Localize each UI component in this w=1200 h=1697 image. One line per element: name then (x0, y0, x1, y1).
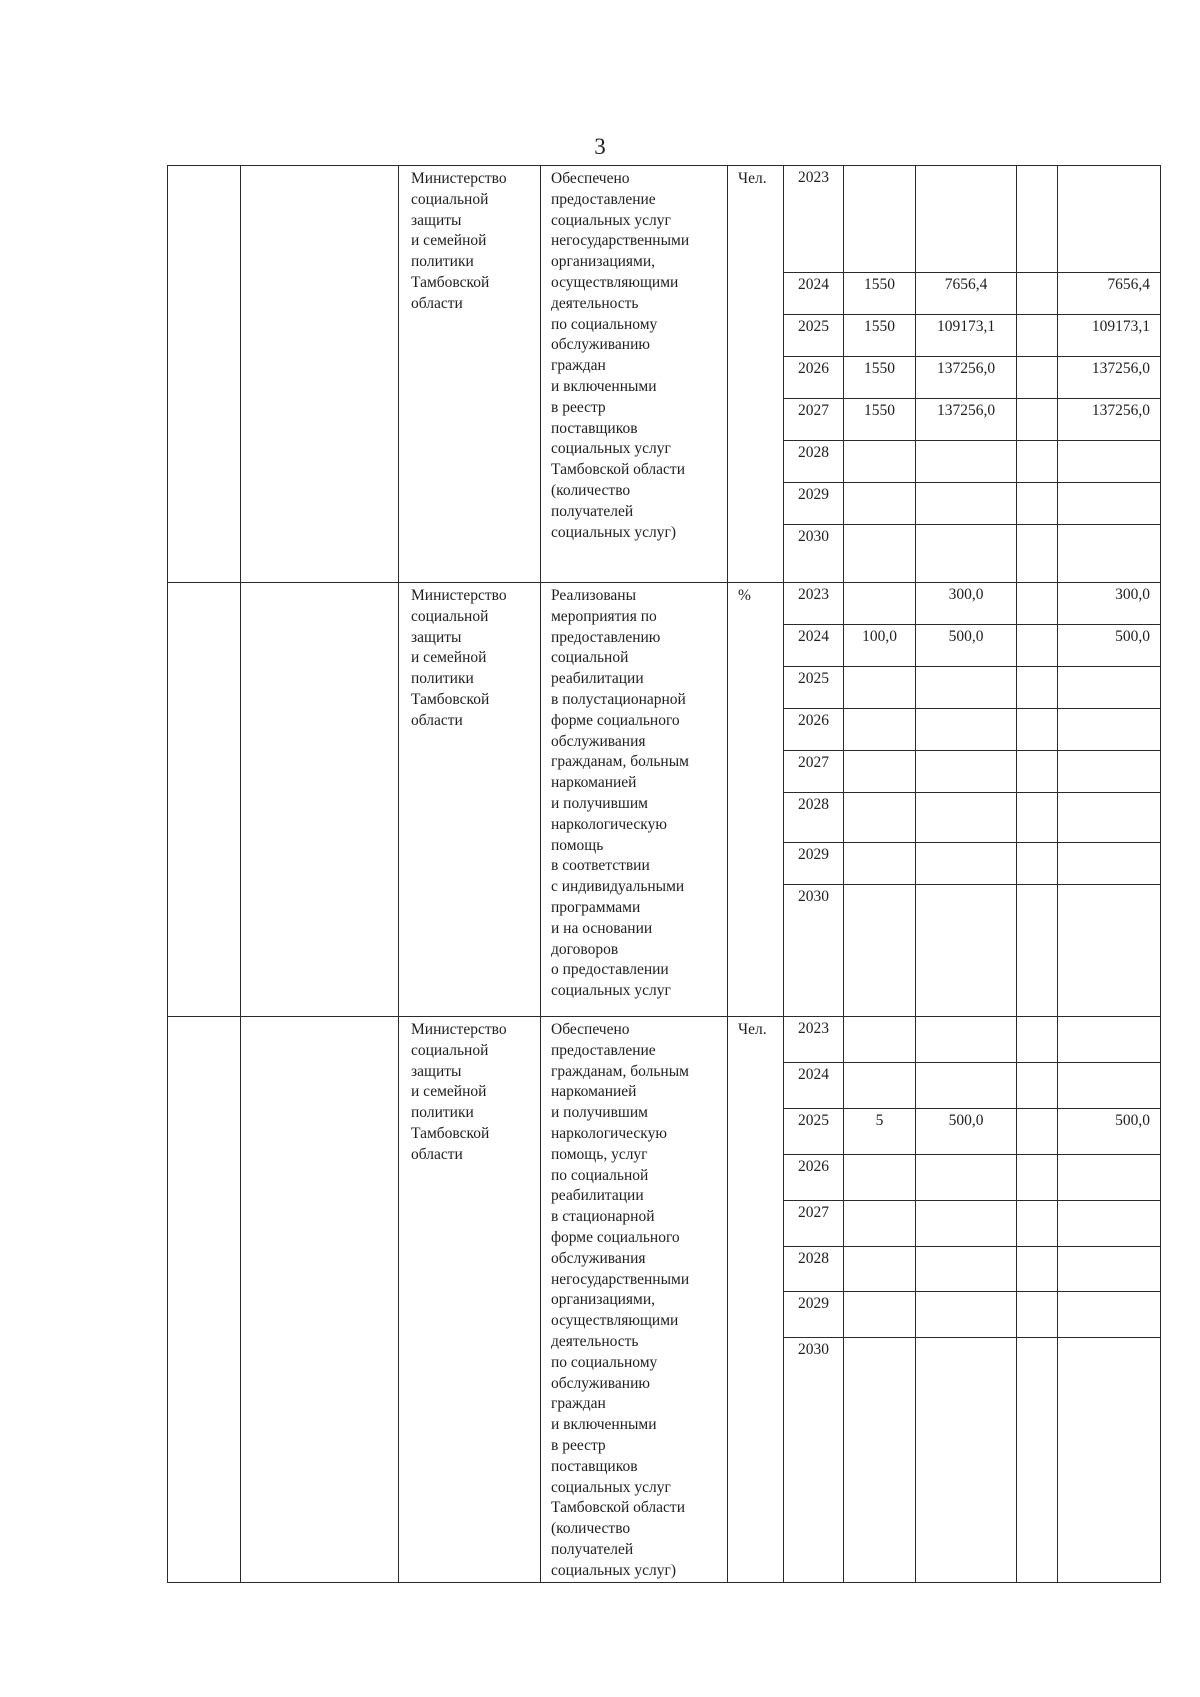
description-line: Обеспечено (551, 170, 630, 187)
extra-funding-cell (1017, 357, 1058, 399)
responsible-org-cell (399, 583, 541, 1017)
extra-funding-cell (1017, 667, 1058, 709)
year-cell: 2023 (784, 1017, 844, 1063)
extra-funding-cell (1017, 751, 1058, 793)
extra-funding-cell (1017, 709, 1058, 751)
description-line: социальных услуг) (551, 523, 677, 541)
indicator-value-cell (844, 441, 916, 483)
org-line: социальной (411, 607, 489, 625)
description-line: и на основании (551, 919, 653, 937)
description-line: организациями, (551, 253, 656, 271)
description-line: Тамбовской области (551, 1499, 685, 1517)
org-line: Министерство (411, 587, 507, 604)
description-line: граждан (551, 1395, 606, 1413)
extra-funding-cell (1017, 1062, 1058, 1108)
description-line: гражданам, больным (551, 753, 689, 771)
description-line: (количество (551, 1520, 631, 1538)
indicator-value-cell (844, 525, 916, 583)
extra-funding-cell (1017, 441, 1058, 483)
description-line: и включенными (551, 377, 657, 395)
funding-cell (916, 483, 1017, 525)
description-line: наркоманией (551, 1083, 637, 1101)
description-line: граждан (551, 357, 606, 375)
total-funding-cell: 500,0 (1058, 625, 1161, 667)
description-line: осуществляющими (551, 1312, 679, 1330)
measure-name-cell (241, 583, 399, 1017)
description-line: поставщиков (551, 419, 638, 437)
description-line: организациями, (551, 1291, 656, 1309)
indicator-value-cell (844, 166, 916, 273)
org-line: защиты (411, 628, 462, 646)
number-cell (168, 166, 241, 583)
funding-cell: 500,0 (916, 625, 1017, 667)
unit-cell: Чел. (728, 1017, 784, 1583)
year-cell: 2025 (784, 315, 844, 357)
indicator-value-cell (844, 483, 916, 525)
description-line: о предоставлении (551, 961, 669, 979)
responsible-org-cell (399, 1017, 541, 1583)
org-line: Тамбовской (411, 1124, 490, 1142)
funding-cell (916, 709, 1017, 751)
extra-funding-cell (1017, 483, 1058, 525)
total-funding-cell: 109173,1 (1058, 315, 1161, 357)
description-line: получателей (551, 1540, 634, 1558)
table-row (168, 1017, 1161, 1063)
org-line: социальной (411, 1041, 489, 1059)
funding-cell (916, 441, 1017, 483)
year-cell: 2024 (784, 625, 844, 667)
year-cell: 2028 (784, 441, 844, 483)
total-funding-cell (1058, 483, 1161, 525)
description-line: обслуживания (551, 732, 646, 750)
description-line: социальных услуг) (551, 1561, 677, 1579)
year-cell: 2029 (784, 843, 844, 885)
description-line: предоставление (551, 1041, 656, 1059)
year-cell: 2026 (784, 1154, 844, 1200)
total-funding-cell (1058, 793, 1161, 843)
description-line: договоров (551, 940, 619, 958)
description-line: осуществляющими (551, 273, 679, 291)
year-cell: 2024 (784, 1062, 844, 1108)
year-cell: 2027 (784, 1200, 844, 1246)
extra-funding-cell (1017, 793, 1058, 843)
total-funding-cell (1058, 885, 1161, 1017)
org-line: политики (411, 1104, 474, 1122)
description-line: реабилитации (551, 670, 644, 688)
description-line: поставщиков (551, 1457, 638, 1475)
year-cell: 2023 (784, 166, 844, 273)
description-line: реабилитации (551, 1187, 644, 1205)
funding-cell (916, 667, 1017, 709)
org-line: и семейной (411, 1083, 487, 1101)
indicator-value-cell (844, 1062, 916, 1108)
indicator-value-cell (844, 751, 916, 793)
description-line: наркоманией (551, 774, 637, 792)
extra-funding-cell (1017, 583, 1058, 625)
funding-cell: 109173,1 (916, 315, 1017, 357)
extra-funding-cell (1017, 1154, 1058, 1200)
org-line: и семейной (411, 232, 487, 250)
total-funding-cell (1058, 525, 1161, 583)
description-line: социальных услуг (551, 1478, 671, 1496)
total-funding-cell (1058, 1338, 1161, 1582)
responsible-org-cell (399, 166, 541, 583)
description-line: помощь, услуг (551, 1145, 648, 1163)
table-row (168, 166, 1161, 273)
extra-funding-cell (1017, 1200, 1058, 1246)
description-line: социальных услуг (551, 982, 671, 1000)
year-cell: 2025 (784, 1108, 844, 1154)
extra-funding-cell (1017, 1292, 1058, 1338)
description-line: по социальной (551, 1166, 649, 1184)
funding-cell: 137256,0 (916, 357, 1017, 399)
org-line: защиты (411, 211, 462, 229)
result-description-cell (541, 1017, 728, 1583)
indicator-value-cell (844, 1154, 916, 1200)
description-line: деятельность (551, 1332, 639, 1350)
description-line: и получившим (551, 794, 648, 812)
indicator-value-cell: 1550 (844, 399, 916, 441)
indicator-value-cell: 5 (844, 1108, 916, 1154)
year-cell: 2025 (784, 667, 844, 709)
indicator-value-cell (844, 1017, 916, 1063)
number-cell (168, 1017, 241, 1583)
description-line: в реестр (551, 1436, 606, 1454)
result-description-cell (541, 583, 728, 1017)
description-line: Обеспечено (551, 1021, 630, 1038)
funding-cell (916, 1154, 1017, 1200)
year-cell: 2026 (784, 709, 844, 751)
indicator-value-cell (844, 843, 916, 885)
funding-cell (916, 1200, 1017, 1246)
extra-funding-cell (1017, 885, 1058, 1017)
indicator-value-cell (844, 583, 916, 625)
total-funding-cell (1058, 843, 1161, 885)
description-line: в полустационарной (551, 690, 686, 708)
total-funding-cell: 137256,0 (1058, 399, 1161, 441)
total-funding-cell (1058, 709, 1161, 751)
total-funding-cell (1058, 751, 1161, 793)
description-line: социальной (551, 649, 629, 667)
measure-name-cell (241, 166, 399, 583)
indicator-value-cell: 100,0 (844, 625, 916, 667)
number-cell (168, 583, 241, 1017)
funding-cell (916, 793, 1017, 843)
total-funding-cell (1058, 1062, 1161, 1108)
extra-funding-cell (1017, 1017, 1058, 1063)
funding-cell: 500,0 (916, 1108, 1017, 1154)
extra-funding-cell (1017, 625, 1058, 667)
description-line: мероприятия по (551, 607, 657, 625)
description-line: обслуживанию (551, 1374, 650, 1392)
year-cell: 2029 (784, 483, 844, 525)
year-cell: 2028 (784, 1246, 844, 1292)
org-line: социальной (411, 190, 489, 208)
indicator-value-cell (844, 667, 916, 709)
extra-funding-cell (1017, 315, 1058, 357)
description-line: предоставлению (551, 628, 661, 646)
description-line: по социальному (551, 1353, 658, 1371)
description-line: социальных услуг (551, 211, 671, 229)
extra-funding-cell (1017, 1338, 1058, 1582)
description-line: негосударственными (551, 232, 690, 250)
funding-cell (916, 885, 1017, 1017)
measures-table (167, 165, 1161, 1583)
funding-cell (916, 166, 1017, 273)
org-line: области (411, 294, 463, 312)
org-line: Министерство (411, 170, 507, 187)
total-funding-cell (1058, 1246, 1161, 1292)
description-line: и включенными (551, 1416, 657, 1434)
year-cell: 2030 (784, 525, 844, 583)
indicator-value-cell: 1550 (844, 315, 916, 357)
indicator-value-cell: 1550 (844, 357, 916, 399)
description-line: наркологическую (551, 1124, 667, 1142)
total-funding-cell: 300,0 (1058, 583, 1161, 625)
description-line: Тамбовской области (551, 461, 685, 479)
funding-cell (916, 1292, 1017, 1338)
description-line: и получившим (551, 1104, 648, 1122)
indicator-value-cell (844, 793, 916, 843)
description-line: Реализованы (551, 587, 637, 604)
description-line: (количество (551, 481, 631, 499)
org-line: и семейной (411, 649, 487, 667)
year-cell: 2024 (784, 273, 844, 315)
org-line: защиты (411, 1062, 462, 1080)
indicator-value-cell (844, 709, 916, 751)
extra-funding-cell (1017, 525, 1058, 583)
funding-cell: 137256,0 (916, 399, 1017, 441)
description-line: обслуживанию (551, 336, 650, 354)
description-line: гражданам, больным (551, 1062, 689, 1080)
description-line: в реестр (551, 398, 606, 416)
total-funding-cell: 137256,0 (1058, 357, 1161, 399)
funding-cell: 7656,4 (916, 273, 1017, 315)
org-line: Министерство (411, 1021, 507, 1038)
indicator-value-cell (844, 1292, 916, 1338)
funding-cell (916, 843, 1017, 885)
description-line: форме социального (551, 711, 680, 729)
year-cell: 2023 (784, 583, 844, 625)
description-line: социальных услуг (551, 440, 671, 458)
funding-cell: 300,0 (916, 583, 1017, 625)
description-line: получателей (551, 502, 634, 520)
indicator-value-cell (844, 1200, 916, 1246)
total-funding-cell (1058, 667, 1161, 709)
indicator-value-cell: 1550 (844, 273, 916, 315)
funding-cell (916, 751, 1017, 793)
org-line: области (411, 1145, 463, 1163)
year-cell: 2030 (784, 1338, 844, 1582)
description-line: обслуживания (551, 1249, 646, 1267)
funding-cell (916, 525, 1017, 583)
result-description-cell (541, 166, 728, 583)
total-funding-cell (1058, 441, 1161, 483)
indicator-value-cell (844, 885, 916, 1017)
description-line: с индивидуальными (551, 878, 685, 896)
funding-cell (916, 1338, 1017, 1582)
org-line: Тамбовской (411, 690, 490, 708)
total-funding-cell (1058, 166, 1161, 273)
unit-cell: % (728, 583, 784, 1017)
org-line: политики (411, 670, 474, 688)
page-number: 3 (594, 134, 606, 159)
description-line: в соответствии (551, 857, 650, 875)
description-line: наркологическую (551, 815, 667, 833)
year-cell: 2028 (784, 793, 844, 843)
extra-funding-cell (1017, 273, 1058, 315)
year-cell: 2030 (784, 885, 844, 1017)
org-line: Тамбовской (411, 273, 490, 291)
description-line: помощь (551, 836, 604, 854)
extra-funding-cell (1017, 1108, 1058, 1154)
funding-cell (916, 1062, 1017, 1108)
year-cell: 2026 (784, 357, 844, 399)
extra-funding-cell (1017, 843, 1058, 885)
total-funding-cell (1058, 1154, 1161, 1200)
funding-cell (916, 1017, 1017, 1063)
description-line: программами (551, 898, 641, 916)
year-cell: 2027 (784, 399, 844, 441)
total-funding-cell (1058, 1017, 1161, 1063)
year-cell: 2027 (784, 751, 844, 793)
unit-cell: Чел. (728, 166, 784, 583)
total-funding-cell: 500,0 (1058, 1108, 1161, 1154)
total-funding-cell (1058, 1200, 1161, 1246)
description-line: негосударственными (551, 1270, 690, 1288)
description-line: по социальному (551, 315, 658, 333)
year-cell: 2029 (784, 1292, 844, 1338)
org-line: политики (411, 253, 474, 271)
table-row (168, 583, 1161, 625)
indicator-value-cell (844, 1338, 916, 1582)
extra-funding-cell (1017, 399, 1058, 441)
indicator-value-cell (844, 1246, 916, 1292)
extra-funding-cell (1017, 1246, 1058, 1292)
funding-cell (916, 1246, 1017, 1292)
description-line: предоставление (551, 190, 656, 208)
org-line: области (411, 711, 463, 729)
description-line: в стационарной (551, 1208, 655, 1226)
description-line: деятельность (551, 294, 639, 312)
description-line: форме социального (551, 1228, 680, 1246)
total-funding-cell: 7656,4 (1058, 273, 1161, 315)
measure-name-cell (241, 1017, 399, 1583)
extra-funding-cell (1017, 166, 1058, 273)
total-funding-cell (1058, 1292, 1161, 1338)
